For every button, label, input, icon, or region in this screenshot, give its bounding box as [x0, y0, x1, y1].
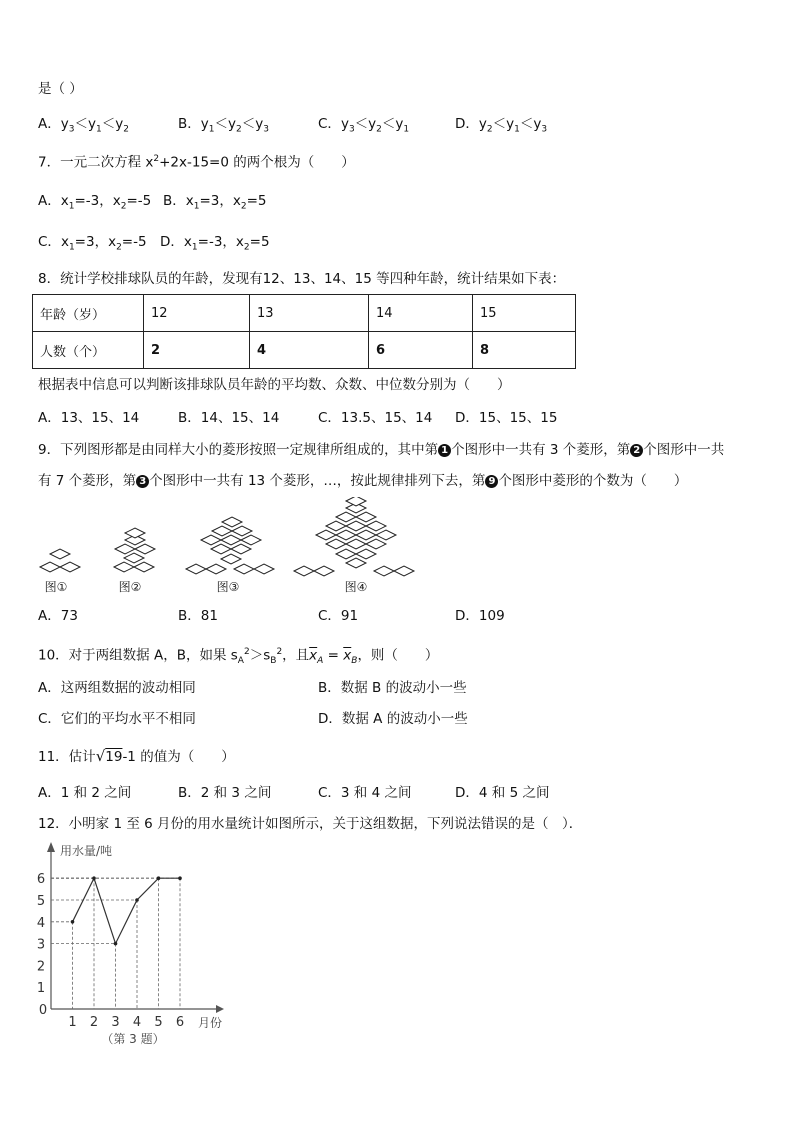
rhombus-shape	[356, 512, 376, 522]
table-cell: 8	[473, 332, 576, 369]
q8-option-c: C．13.5、15、14	[318, 410, 433, 426]
rhombus-shape	[134, 562, 154, 572]
data-point	[135, 898, 139, 902]
rhombus-shape	[221, 554, 241, 564]
rhombus-shape	[135, 544, 155, 554]
q12-stem: 12．小明家 1 至 6 月份的用水量统计如图所示，关于这组数据，下列说法错误的是（ ）．	[38, 816, 583, 832]
rhombus-shape	[394, 566, 414, 576]
age-table	[32, 294, 576, 369]
q6-stem-end: 是（ ）	[38, 81, 83, 97]
table-cell: 6	[369, 332, 473, 369]
table-cell: 年龄（岁）	[33, 295, 144, 332]
q8-option-a: A．13、15、14	[38, 410, 140, 426]
q9-stem-line1: 9．下列图形都是由同样大小的菱形按照一定规律所组成的，其中第 1 个图形中一共有 3 个菱形，第 2 个图形中一共	[38, 442, 725, 458]
q7-option-c: C．$x_1=3$，$x_2=-5$	[38, 234, 147, 253]
q9-option-d: D．109	[455, 608, 505, 624]
rhombus-shape	[60, 562, 80, 572]
table-cell: 2	[144, 332, 250, 369]
q8-option-b: B．14、15、14	[178, 410, 280, 426]
q6-option-a: A．$y_3<y_1<y_2$	[38, 116, 129, 135]
rhombus-shape	[234, 564, 254, 574]
rhombus-pattern-svg	[38, 497, 416, 598]
y-tick-label: 5	[36, 894, 46, 909]
rhombus-shape	[50, 549, 70, 559]
x-tick-label: 1	[68, 1015, 77, 1030]
rhombus-pattern-figure	[38, 497, 416, 598]
x-tick-label: 4	[132, 1015, 142, 1030]
x-tick-label: 5	[154, 1015, 163, 1030]
rhombus-shape	[336, 512, 356, 522]
y-axis-label: 用水量/吨	[60, 844, 113, 858]
y-axis-arrow-icon	[47, 842, 55, 852]
q11-stem: 11．估计√19-1 的值为（ ）	[38, 747, 235, 765]
rhombus-shape	[346, 497, 366, 506]
figure-label: 图④	[344, 580, 368, 594]
q8-stem: 8．统计学校排球队员的年龄，发现有12、13、14、15 等四种年龄，统计结果如下表：	[38, 271, 566, 287]
q6-option-d: D．$y_2<y_1<y_3$	[455, 116, 548, 135]
q11-option-d: D．4 和 5 之间	[455, 785, 550, 801]
sqrt-sign-icon: √	[95, 747, 106, 765]
rhombus-shape	[241, 535, 261, 545]
data-point	[114, 942, 118, 946]
q8-question: 根据表中信息可以判断该排球队员年龄的平均数、众数、中位数分别为（ ）	[38, 377, 511, 393]
rhombus-shape	[326, 521, 346, 531]
table-row	[33, 332, 576, 369]
table-cell: 13	[250, 295, 369, 332]
data-point	[157, 876, 161, 880]
figure-label: 图③	[216, 580, 240, 594]
origin-label: 0	[38, 1003, 48, 1018]
rhombus-shape	[366, 539, 386, 549]
q7-option-d: D．$x_1=-3$，$x_2=5$	[160, 234, 270, 253]
rhombus-shape	[125, 528, 145, 538]
y-tick-label: 4	[36, 915, 46, 931]
rhombus-shape	[346, 521, 366, 531]
q10-stem: 10．对于两组数据 A，B，如果 $s_A^2>s_B^2$，且$\overline{x}_A = \overline{x}_B$，则（ ）	[38, 647, 439, 667]
rhombus-shape	[186, 564, 206, 574]
q10-option-d: D．数据 A 的波动小一些	[318, 711, 468, 727]
rhombus-shape	[336, 549, 356, 559]
q11-option-c: C．3 和 4 之间	[318, 785, 412, 801]
rhombus-shape	[326, 539, 346, 549]
q7-option-a: A．$x_1=-3$，$x_2=-5$	[38, 193, 152, 212]
q9-stem-line2: 有 7 个菱形，第 3 个图形中一共有 13 个菱形，…，按此规律排列下去，第 9 个图形中菱形的个数为（ ）	[38, 473, 688, 489]
rhombus-shape	[356, 549, 376, 559]
x-tick-label: 2	[89, 1015, 99, 1030]
rhombus-shape	[376, 530, 396, 540]
x-axis-arrow-icon	[216, 1005, 224, 1013]
q9-option-c: C．91	[318, 608, 359, 624]
water-usage-chart-svg	[30, 838, 240, 1048]
rhombus-shape	[346, 539, 366, 549]
rhombus-shape	[294, 566, 314, 576]
q10-option-b: B．数据 B 的波动小一些	[318, 680, 467, 696]
data-point	[71, 920, 75, 924]
x-axis-label: 月份	[198, 1016, 223, 1030]
x-tick-label: 6	[175, 1015, 185, 1030]
figure-label: 图①	[44, 580, 68, 594]
y-tick-label: 2	[36, 959, 46, 975]
rhombus-shape	[346, 558, 366, 568]
rhombus-shape	[212, 526, 232, 536]
y-tick-label: 6	[36, 872, 46, 888]
rhombus-shape	[254, 564, 274, 574]
q6-option-b: B．$y_1<y_2<y_3$	[178, 116, 269, 135]
table-cell: 12	[144, 295, 250, 332]
q11-option-b: B．2 和 3 之间	[178, 785, 272, 801]
q7-stem: 7．一元二次方程 $x^2+2x-15=0$ 的两个根为（ ）	[38, 154, 355, 171]
q7-option-b: B．$x_1=3$，$x_2=5$	[163, 193, 267, 212]
q9-option-a: A．73	[38, 608, 78, 624]
rhombus-shape	[211, 544, 231, 554]
water-usage-chart	[30, 838, 240, 1048]
rhombus-shape	[222, 517, 242, 527]
data-point	[178, 876, 182, 880]
rhombus-shape	[40, 562, 60, 572]
rhombus-shape	[232, 526, 252, 536]
rhombus-shape	[316, 530, 336, 540]
q9-option-b: B．81	[178, 608, 218, 624]
rhombus-shape	[366, 521, 386, 531]
q10-option-a: A．这两组数据的波动相同	[38, 680, 196, 696]
table-cell: 15	[473, 295, 576, 332]
q6-option-c: C．$y_3<y_2<y_1$	[318, 116, 410, 135]
q8-option-d: D．15、15、15	[455, 410, 558, 426]
table-row	[33, 295, 576, 332]
rhombus-shape	[356, 530, 376, 540]
rhombus-shape	[114, 562, 134, 572]
x-tick-label: 3	[111, 1015, 120, 1030]
rhombus-shape	[124, 553, 144, 563]
chart-caption: （第 3 题）	[101, 1032, 165, 1046]
table-cell: 人数（个）	[33, 332, 144, 369]
data-point	[92, 876, 96, 880]
table-cell: 4	[250, 332, 369, 369]
rhombus-shape	[374, 566, 394, 576]
table-cell: 14	[369, 295, 473, 332]
rhombus-shape	[231, 544, 251, 554]
series-line	[73, 878, 181, 943]
rhombus-shape	[115, 544, 135, 554]
figure-label: 图②	[118, 580, 142, 594]
y-tick-label: 3	[36, 937, 46, 953]
rhombus-shape	[221, 535, 241, 545]
q10-option-c: C．它们的平均水平不相同	[38, 711, 196, 727]
rhombus-shape	[206, 564, 226, 574]
q11-option-a: A．1 和 2 之间	[38, 785, 132, 801]
rhombus-shape	[314, 566, 334, 576]
y-tick-label: 1	[36, 981, 46, 997]
rhombus-shape	[336, 530, 356, 540]
rhombus-shape	[201, 535, 221, 545]
